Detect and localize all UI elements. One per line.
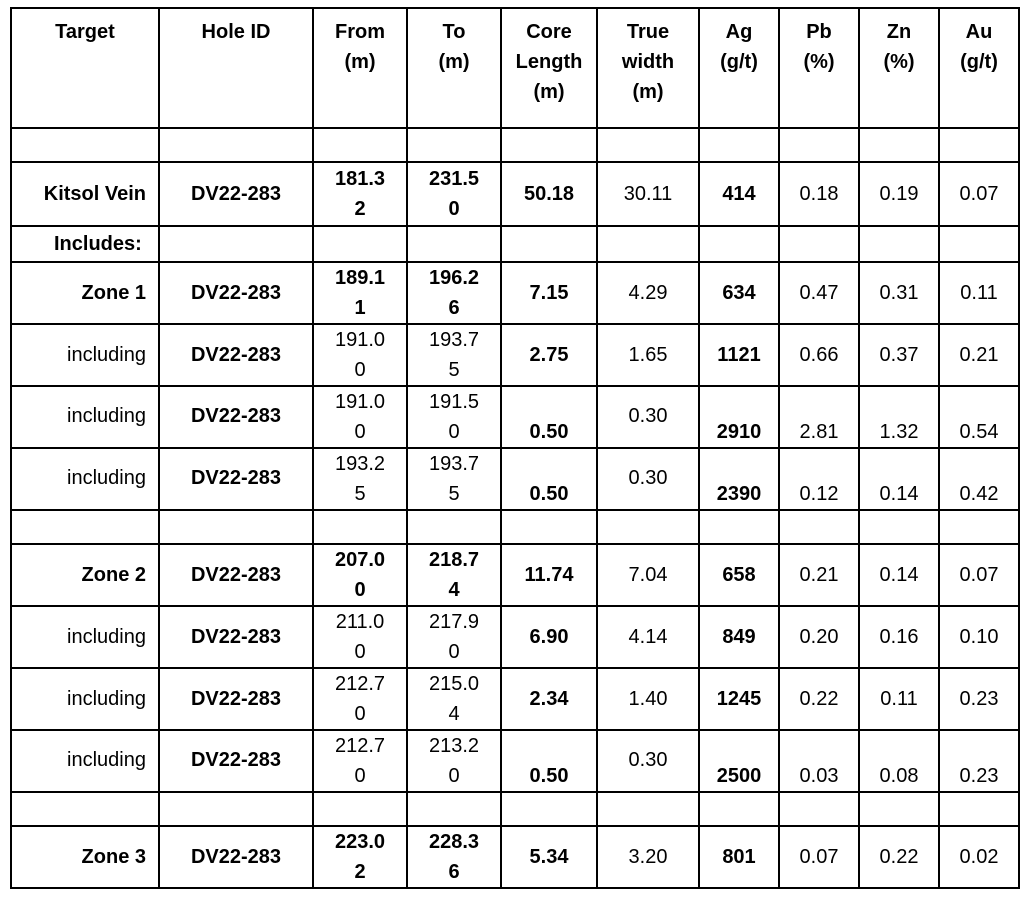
cell-ag: 634	[699, 262, 779, 324]
column-header-to: To (m)	[407, 8, 501, 128]
empty-cell	[501, 510, 597, 544]
table-row	[11, 826, 1019, 888]
empty-cell	[501, 792, 597, 826]
assay-results-table	[10, 7, 1020, 889]
cell-ag: 414	[699, 162, 779, 226]
empty-cell	[501, 128, 597, 162]
empty-cell	[159, 128, 313, 162]
cell-ag: 849	[699, 606, 779, 668]
cell-core-length: 7.15	[501, 262, 597, 324]
cell-to: 218.7 4	[407, 544, 501, 606]
empty-cell	[859, 128, 939, 162]
cell-core-length: 2.34	[501, 668, 597, 730]
cell-hole-id: DV22-283	[159, 324, 313, 386]
cell-pb: 0.18	[779, 162, 859, 226]
cell-from: 212.7 0	[313, 668, 407, 730]
cell-au: 0.23	[939, 730, 1019, 792]
cell-true-width: 1.65	[597, 324, 699, 386]
cell-au: 0.11	[939, 262, 1019, 324]
empty-cell	[597, 792, 699, 826]
cell-to: 196.2 6	[407, 262, 501, 324]
spacer-row	[11, 128, 1019, 162]
cell-core-length: 0.50	[501, 730, 597, 792]
empty-cell	[939, 792, 1019, 826]
cell-hole-id: DV22-283	[159, 606, 313, 668]
cell-zn: 1.32	[859, 386, 939, 448]
cell-target: Zone 3	[11, 826, 159, 888]
cell-true-width: 0.30	[597, 448, 699, 510]
section-label: Includes:	[11, 226, 159, 262]
column-header-zn: Zn (%)	[859, 8, 939, 128]
cell-zn: 0.08	[859, 730, 939, 792]
empty-cell	[313, 510, 407, 544]
empty-cell	[699, 510, 779, 544]
empty-cell	[939, 510, 1019, 544]
empty-cell	[407, 792, 501, 826]
cell-core-length: 50.18	[501, 162, 597, 226]
cell-hole-id: DV22-283	[159, 826, 313, 888]
section-label-row	[11, 226, 1019, 262]
cell-ag: 1245	[699, 668, 779, 730]
cell-zn: 0.19	[859, 162, 939, 226]
cell-true-width: 30.11	[597, 162, 699, 226]
cell-core-length: 2.75	[501, 324, 597, 386]
cell-ag: 2910	[699, 386, 779, 448]
cell-core-length: 5.34	[501, 826, 597, 888]
cell-core-length: 11.74	[501, 544, 597, 606]
empty-cell	[859, 510, 939, 544]
empty-cell	[859, 226, 939, 262]
cell-true-width: 3.20	[597, 826, 699, 888]
cell-from: 212.7 0	[313, 730, 407, 792]
cell-target: including	[11, 606, 159, 668]
empty-cell	[597, 510, 699, 544]
column-header-target: Target	[11, 8, 159, 128]
empty-cell	[501, 226, 597, 262]
empty-cell	[779, 226, 859, 262]
cell-target: including	[11, 386, 159, 448]
empty-cell	[699, 226, 779, 262]
table-row	[11, 448, 1019, 510]
cell-hole-id: DV22-283	[159, 448, 313, 510]
cell-to: 213.2 0	[407, 730, 501, 792]
empty-cell	[407, 226, 501, 262]
empty-cell	[699, 792, 779, 826]
cell-zn: 0.16	[859, 606, 939, 668]
empty-cell	[597, 226, 699, 262]
cell-au: 0.21	[939, 324, 1019, 386]
cell-hole-id: DV22-283	[159, 668, 313, 730]
cell-true-width: 7.04	[597, 544, 699, 606]
cell-true-width: 1.40	[597, 668, 699, 730]
cell-from: 223.0 2	[313, 826, 407, 888]
cell-from: 211.0 0	[313, 606, 407, 668]
empty-cell	[159, 510, 313, 544]
empty-cell	[313, 792, 407, 826]
cell-to: 191.5 0	[407, 386, 501, 448]
cell-pb: 0.20	[779, 606, 859, 668]
cell-zn: 0.31	[859, 262, 939, 324]
cell-au: 0.54	[939, 386, 1019, 448]
cell-core-length: 0.50	[501, 386, 597, 448]
cell-target: including	[11, 668, 159, 730]
table-row	[11, 162, 1019, 226]
cell-target: Kitsol Vein	[11, 162, 159, 226]
cell-ag: 2500	[699, 730, 779, 792]
column-header-core-length: Core Length (m)	[501, 8, 597, 128]
cell-pb: 0.07	[779, 826, 859, 888]
column-header-ag: Ag (g/t)	[699, 8, 779, 128]
cell-to: 215.0 4	[407, 668, 501, 730]
empty-cell	[11, 510, 159, 544]
cell-ag: 801	[699, 826, 779, 888]
empty-cell	[159, 792, 313, 826]
spacer-row	[11, 510, 1019, 544]
empty-cell	[159, 226, 313, 262]
empty-cell	[779, 792, 859, 826]
cell-from: 207.0 0	[313, 544, 407, 606]
column-header-hole-id: Hole ID	[159, 8, 313, 128]
table-row	[11, 324, 1019, 386]
table-row	[11, 606, 1019, 668]
cell-hole-id: DV22-283	[159, 162, 313, 226]
cell-au: 0.10	[939, 606, 1019, 668]
cell-to: 193.7 5	[407, 448, 501, 510]
cell-target: including	[11, 730, 159, 792]
table-body	[11, 128, 1019, 888]
column-header-true-width: True width (m)	[597, 8, 699, 128]
cell-to: 228.3 6	[407, 826, 501, 888]
cell-target: including	[11, 448, 159, 510]
table-row	[11, 544, 1019, 606]
cell-from: 193.2 5	[313, 448, 407, 510]
cell-zn: 0.14	[859, 544, 939, 606]
cell-zn: 0.14	[859, 448, 939, 510]
cell-zn: 0.22	[859, 826, 939, 888]
empty-cell	[859, 792, 939, 826]
cell-pb: 0.47	[779, 262, 859, 324]
cell-au: 0.42	[939, 448, 1019, 510]
cell-hole-id: DV22-283	[159, 730, 313, 792]
empty-cell	[11, 128, 159, 162]
cell-from: 191.0 0	[313, 324, 407, 386]
empty-cell	[939, 128, 1019, 162]
empty-cell	[407, 128, 501, 162]
cell-true-width: 0.30	[597, 730, 699, 792]
cell-hole-id: DV22-283	[159, 386, 313, 448]
cell-from: 181.3 2	[313, 162, 407, 226]
cell-pb: 0.66	[779, 324, 859, 386]
empty-cell	[699, 128, 779, 162]
cell-to: 193.7 5	[407, 324, 501, 386]
cell-au: 0.02	[939, 826, 1019, 888]
column-header-from: From (m)	[313, 8, 407, 128]
cell-core-length: 6.90	[501, 606, 597, 668]
cell-from: 189.1 1	[313, 262, 407, 324]
cell-to: 217.9 0	[407, 606, 501, 668]
empty-cell	[939, 226, 1019, 262]
cell-true-width: 4.29	[597, 262, 699, 324]
table-row	[11, 262, 1019, 324]
empty-cell	[407, 510, 501, 544]
cell-pb: 2.81	[779, 386, 859, 448]
cell-target: Zone 2	[11, 544, 159, 606]
table-row	[11, 730, 1019, 792]
empty-cell	[779, 128, 859, 162]
cell-hole-id: DV22-283	[159, 544, 313, 606]
cell-ag: 658	[699, 544, 779, 606]
spacer-row	[11, 792, 1019, 826]
table-row	[11, 386, 1019, 448]
cell-zn: 0.11	[859, 668, 939, 730]
cell-from: 191.0 0	[313, 386, 407, 448]
empty-cell	[313, 128, 407, 162]
empty-cell	[779, 510, 859, 544]
cell-au: 0.07	[939, 162, 1019, 226]
cell-pb: 0.21	[779, 544, 859, 606]
cell-au: 0.07	[939, 544, 1019, 606]
cell-ag: 1121	[699, 324, 779, 386]
column-header-au: Au (g/t)	[939, 8, 1019, 128]
cell-zn: 0.37	[859, 324, 939, 386]
cell-pb: 0.03	[779, 730, 859, 792]
cell-hole-id: DV22-283	[159, 262, 313, 324]
table-row	[11, 668, 1019, 730]
cell-pb: 0.22	[779, 668, 859, 730]
cell-pb: 0.12	[779, 448, 859, 510]
cell-core-length: 0.50	[501, 448, 597, 510]
cell-ag: 2390	[699, 448, 779, 510]
cell-to: 231.5 0	[407, 162, 501, 226]
column-header-pb: Pb (%)	[779, 8, 859, 128]
cell-true-width: 0.30	[597, 386, 699, 448]
header-row	[11, 8, 1019, 128]
empty-cell	[11, 792, 159, 826]
cell-target: including	[11, 324, 159, 386]
cell-target: Zone 1	[11, 262, 159, 324]
empty-cell	[313, 226, 407, 262]
cell-au: 0.23	[939, 668, 1019, 730]
cell-true-width: 4.14	[597, 606, 699, 668]
empty-cell	[597, 128, 699, 162]
